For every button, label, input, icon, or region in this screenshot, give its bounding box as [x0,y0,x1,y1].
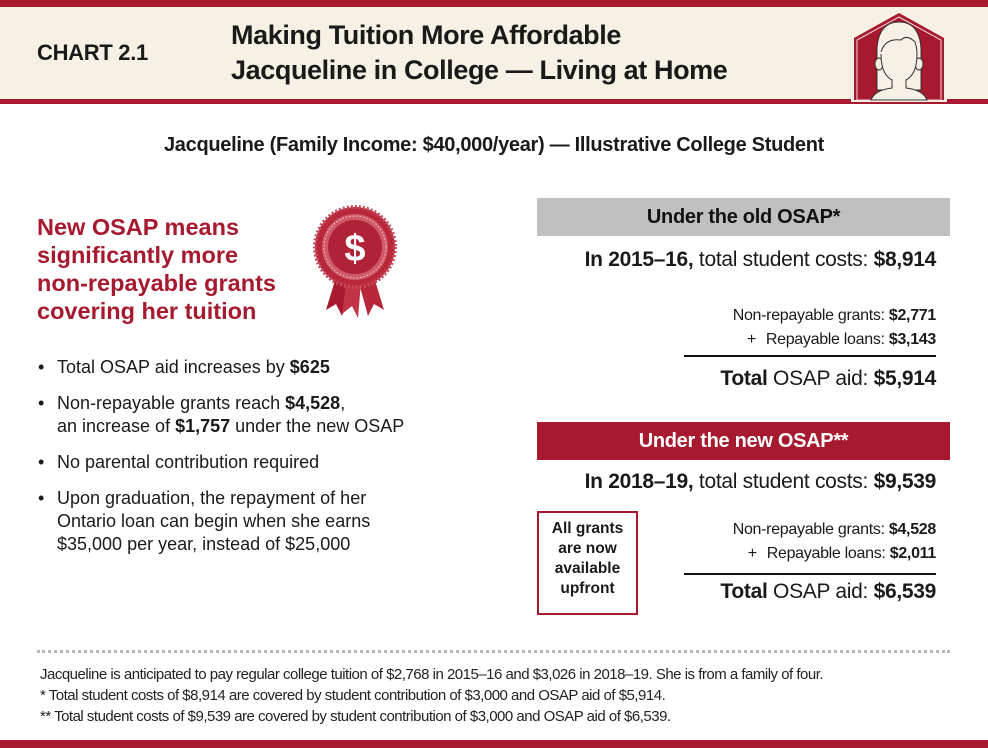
notes-divider [37,650,950,653]
list-item: • Total OSAP aid increases by $625 [37,356,457,379]
header-bottom-rule [0,99,988,104]
footnote: * Total student costs of $8,914 are covered by student contribution of $3,000 and OSAP aid of $5,914. [40,687,666,704]
new-loans-row: + Repayable loans: $2,011 [747,545,936,562]
bottom-accent-rule [0,740,988,748]
new-total-costs: In 2018–19, total student costs: $9,539 [584,470,936,493]
old-aid-breakdown [684,304,936,352]
title-line-1: Making Tuition More Affordable [231,20,621,50]
headline [37,213,276,325]
headline-line: significantly more [37,242,239,268]
title-line-2: Jacqueline in College — Living at Home [231,55,728,85]
footnote: ** Total student costs of $9,539 are covered by student contribution of $3,000 and OSAP aid of $6,539. [40,708,671,725]
page-title [231,18,727,88]
new-grants-row: Non-repayable grants: $4,528 [732,521,936,538]
dollar-award-ribbon-icon [312,204,398,320]
top-accent-rule [0,0,988,7]
subtitle: Jacqueline (Family Income: $40,000/year) — Illustrative College Student [163,134,825,156]
old-total-costs: In 2015–16, total student costs: $8,914 [584,248,936,271]
headline-line: covering her tuition [37,298,257,324]
new-osap-heading: Under the new OSAP** [537,422,950,460]
old-sum-rule [684,355,936,357]
list-item: • Upon graduation, the repayment of her Ontario loan can begin when she earns $35,000 per year, instead of $25,000 [37,487,457,556]
svg-text:$: $ [344,228,366,270]
new-total-aid: Total OSAP aid: $6,539 [720,580,936,603]
headline-line: New OSAP means [37,214,240,240]
old-loans-row: + Repayable loans: $3,143 [746,331,936,348]
grants-upfront-callout: All grants are now available upfront [537,511,638,615]
chart-label: CHART 2.1 [37,40,148,65]
footnote: Jacqueline is anticipated to pay regular college tuition of $2,768 in 2015–16 and $3,026 in 2018–19. She is from a family of four. [40,666,824,683]
student-in-house-icon [849,8,949,102]
headline-line: non-repayable grants [37,270,276,296]
old-total-aid: Total OSAP aid: $5,914 [720,367,936,390]
old-grants-row: Non-repayable grants: $2,771 [732,307,936,324]
new-sum-rule [684,573,936,575]
new-aid-breakdown [684,518,936,566]
old-osap-heading: Under the old OSAP* [537,198,950,236]
footnotes [40,664,823,727]
key-points-list [37,356,457,569]
list-item: • Non-repayable grants reach $4,528, an increase of $1,757 under the new OSAP [37,392,457,438]
list-item: • No parental contribution required [37,451,457,474]
